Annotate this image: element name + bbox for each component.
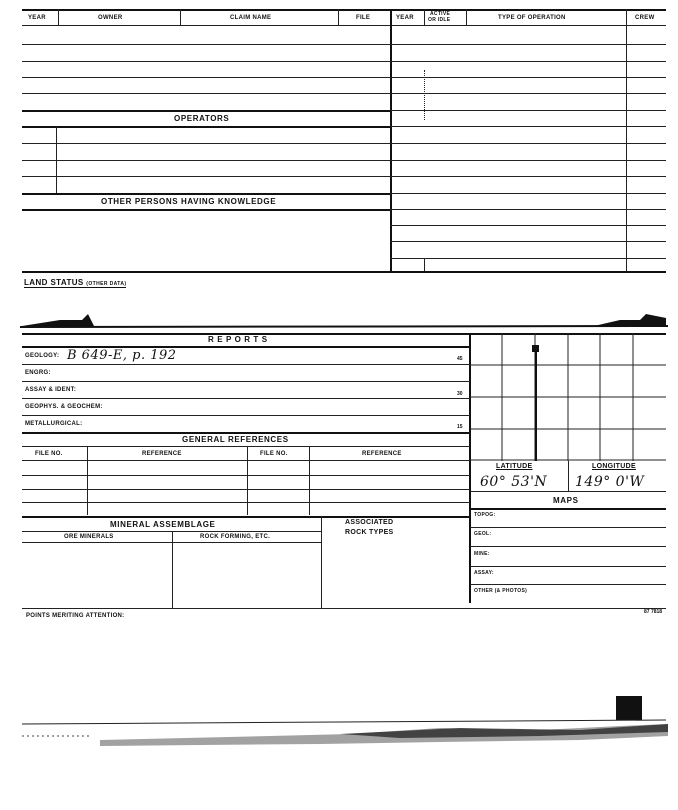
divider bbox=[466, 9, 467, 25]
row-rule bbox=[22, 475, 470, 476]
row-rule bbox=[22, 271, 666, 273]
row-rule bbox=[390, 176, 666, 177]
col-file: FILE bbox=[356, 15, 371, 21]
geology-value: B 649-E, p. 192 bbox=[67, 348, 177, 363]
maps-topog: TOPOG: bbox=[474, 512, 496, 518]
form-number: 87 7818 bbox=[644, 609, 663, 615]
row-rule bbox=[22, 415, 470, 416]
divider bbox=[87, 447, 88, 515]
col-reference: REFERENCE bbox=[142, 451, 182, 457]
divider bbox=[424, 9, 425, 25]
row-rule bbox=[470, 527, 666, 528]
assay-label: ASSAY & IDENT: bbox=[25, 387, 77, 393]
maps-assay: ASSAY: bbox=[474, 570, 494, 576]
divider bbox=[247, 447, 248, 515]
row-rule bbox=[390, 61, 666, 62]
row-rule bbox=[22, 143, 390, 144]
row-rule bbox=[470, 546, 666, 547]
scale-30: 30 bbox=[457, 391, 463, 397]
engrg-label: ENGRG: bbox=[25, 370, 51, 376]
land-status-label: LAND STATUS bbox=[24, 278, 84, 287]
row-rule bbox=[22, 160, 390, 161]
scan-noise-band bbox=[20, 690, 670, 760]
divider bbox=[568, 461, 569, 491]
row-rule bbox=[22, 193, 390, 195]
divider bbox=[172, 532, 173, 608]
rock-types-label: ROCK TYPES bbox=[345, 529, 394, 536]
row-rule bbox=[22, 608, 666, 609]
longitude-label: LONGITUDE bbox=[592, 463, 636, 470]
row-rule bbox=[470, 508, 666, 510]
punch-tab-right bbox=[594, 314, 666, 326]
latitude-label: LATITUDE bbox=[496, 463, 533, 470]
row-rule bbox=[390, 225, 666, 226]
col-or-idle: OR IDLE bbox=[428, 17, 451, 23]
row-rule bbox=[470, 566, 666, 567]
row-rule bbox=[390, 209, 666, 210]
row-rule bbox=[470, 584, 666, 585]
maps-heading: MAPS bbox=[553, 496, 579, 505]
col-year: YEAR bbox=[28, 15, 46, 21]
row-rule bbox=[22, 460, 470, 461]
maps-mine: MINE: bbox=[474, 551, 490, 557]
divider bbox=[309, 447, 310, 515]
mineral-assemblage-heading: MINERAL ASSEMBLAGE bbox=[110, 520, 216, 529]
other-persons-heading: OTHER PERSONS HAVING KNOWLEDGE bbox=[101, 197, 277, 206]
row-rule bbox=[22, 44, 390, 45]
operators-heading: OPERATORS bbox=[174, 114, 230, 123]
row-rule bbox=[22, 516, 470, 518]
land-status-sub: (OTHER DATA) bbox=[86, 281, 127, 287]
latitude-value: 60° 53'N bbox=[480, 474, 548, 490]
col-reference-2: REFERENCE bbox=[362, 451, 402, 457]
row-rule bbox=[390, 110, 666, 111]
row-rule bbox=[390, 93, 666, 94]
row-rule bbox=[22, 364, 470, 365]
row-rule bbox=[22, 398, 470, 399]
scale-45: 45 bbox=[457, 356, 463, 362]
row-rule bbox=[22, 61, 390, 62]
row-rule bbox=[390, 160, 666, 161]
longitude-value: 149° 0'W bbox=[575, 474, 645, 490]
row-rule bbox=[22, 110, 390, 112]
geophys-label: GEOPHYS. & GEOCHEM: bbox=[25, 404, 103, 410]
row-rule bbox=[22, 381, 470, 382]
divider bbox=[321, 516, 322, 608]
header-rule bbox=[22, 25, 666, 26]
location-grid bbox=[470, 333, 666, 461]
col-rock-forming: ROCK FORMING, ETC. bbox=[200, 534, 271, 540]
row-rule bbox=[390, 193, 666, 194]
col-ore-minerals: ORE MINERALS bbox=[64, 534, 114, 540]
col-file-no-2: FILE NO. bbox=[260, 451, 288, 457]
punch-tab-left bbox=[22, 314, 94, 326]
row-rule bbox=[22, 126, 390, 128]
row-rule bbox=[390, 77, 666, 78]
general-references-heading: GENERAL REFERENCES bbox=[182, 435, 289, 444]
top-border bbox=[22, 9, 666, 11]
row-rule bbox=[22, 77, 390, 78]
land-status-heading bbox=[24, 278, 126, 288]
points-meriting-attention: POINTS MERITING ATTENTION: bbox=[26, 613, 125, 619]
metallurgical-label: METALLURGICAL: bbox=[25, 421, 83, 427]
row-rule bbox=[22, 432, 470, 434]
location-marker bbox=[532, 345, 539, 352]
row-rule bbox=[470, 491, 666, 492]
col-type-of-operation: TYPE OF OPERATION bbox=[498, 15, 566, 21]
divider bbox=[58, 9, 59, 25]
maps-other: OTHER (& PHOTOS) bbox=[474, 588, 528, 594]
punch-strip bbox=[20, 312, 668, 328]
row-rule bbox=[390, 44, 666, 45]
divider bbox=[180, 9, 181, 25]
associated-label: ASSOCIATED bbox=[345, 519, 394, 526]
reports-heading: R E P O R T S bbox=[208, 335, 268, 344]
row-rule bbox=[22, 502, 470, 503]
row-rule bbox=[22, 93, 390, 94]
row-rule bbox=[390, 143, 666, 144]
divider-main bbox=[390, 9, 392, 271]
col-crew: CREW bbox=[635, 15, 655, 21]
col-active: ACTIVE bbox=[430, 11, 451, 17]
col-claim-name: CLAIM NAME bbox=[230, 15, 272, 21]
col-file-no: FILE NO. bbox=[35, 451, 63, 457]
divider-crew bbox=[626, 9, 627, 271]
col-year-2: YEAR bbox=[396, 15, 414, 21]
row-rule bbox=[390, 241, 666, 242]
row-rule bbox=[22, 176, 390, 177]
row-rule bbox=[22, 209, 390, 211]
divider bbox=[424, 258, 425, 271]
scale-15: 15 bbox=[457, 424, 463, 430]
maps-geol: GEOL: bbox=[474, 531, 492, 537]
row-rule bbox=[22, 446, 470, 447]
row-rule bbox=[390, 258, 666, 259]
geology-label: GEOLOGY: bbox=[25, 353, 60, 359]
divider bbox=[338, 9, 339, 25]
row-rule bbox=[22, 489, 470, 490]
col-owner: OWNER bbox=[98, 15, 123, 21]
row-rule bbox=[390, 126, 666, 127]
